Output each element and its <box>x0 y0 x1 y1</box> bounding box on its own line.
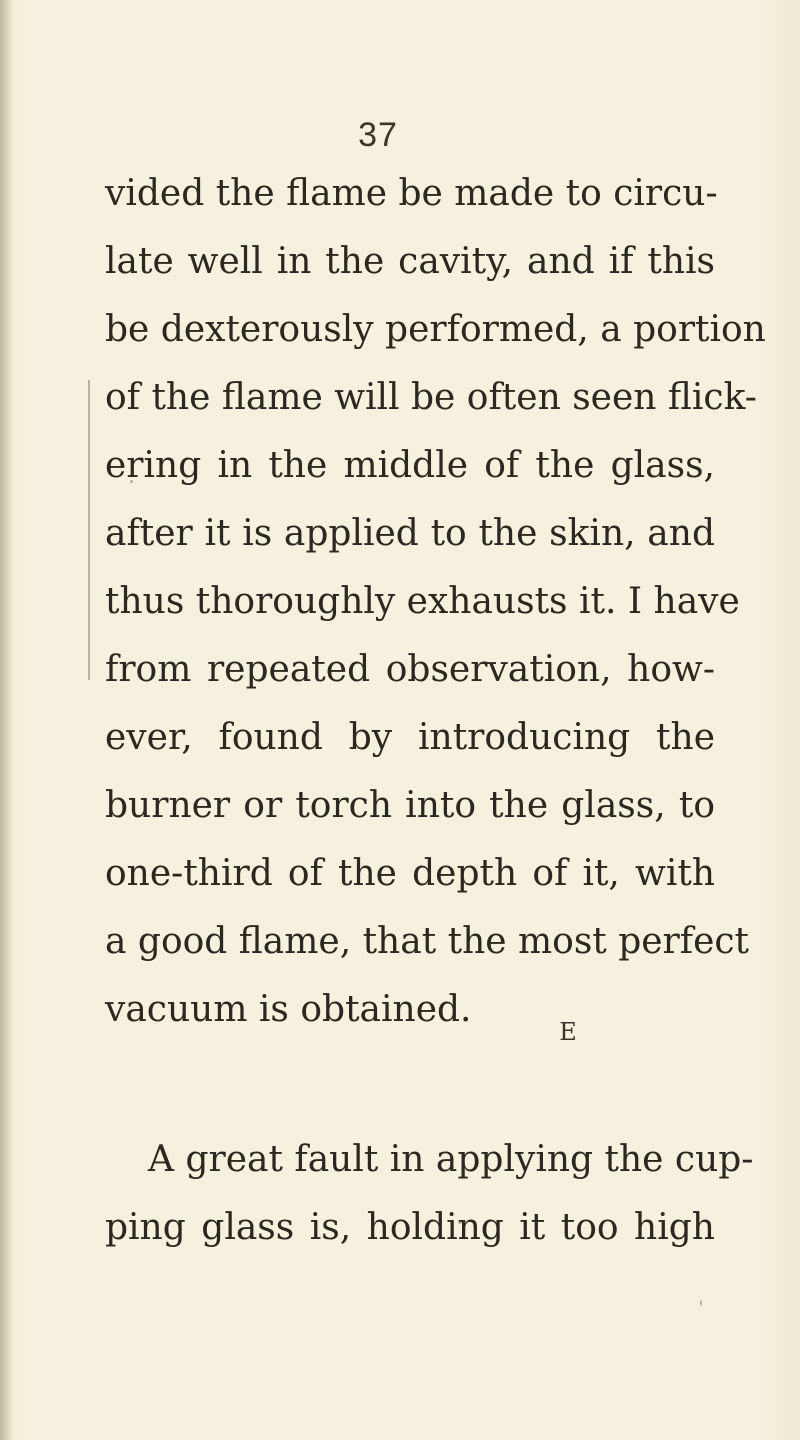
text-line: ering in the middle of the glass, <box>105 445 715 486</box>
paragraph-gap <box>105 1044 715 1126</box>
page-number: 37 <box>358 116 398 154</box>
paper-speck <box>700 1300 702 1306</box>
text-line: vacuum is obtained. <box>105 989 472 1030</box>
text-line: of the flame will be often seen flick- <box>105 377 757 418</box>
text-line: a good flame, that the most perfect <box>105 921 750 962</box>
paper-speck <box>458 1220 462 1224</box>
paragraph-2 <box>105 1126 754 1262</box>
text-line: ever, found by introducing the <box>105 717 715 758</box>
text-line: ping glass is, holding it too high <box>105 1207 715 1248</box>
text-line: late well in the cavity, and if this <box>105 241 715 282</box>
signature-mark: E <box>559 1018 577 1046</box>
text-line: from repeated observation, how- <box>105 649 715 690</box>
text-line: be dexterously performed, a portion <box>105 309 766 350</box>
gutter-shadow <box>0 0 14 1440</box>
body-text <box>105 160 766 1262</box>
text-line: after it is applied to the skin, and <box>105 513 715 554</box>
text-line: thus thoroughly exhausts it. I have <box>105 581 740 622</box>
text-line: one-third of the depth of it, with <box>105 853 715 894</box>
text-line: A great fault in applying the cup- <box>148 1139 754 1180</box>
text-line: burner or torch into the glass, to <box>105 785 715 826</box>
paper-speck <box>130 480 133 483</box>
text-line: vided the flame be made to circu- <box>105 173 718 214</box>
gutter-line <box>88 380 90 680</box>
paragraph-1 <box>105 160 766 1044</box>
